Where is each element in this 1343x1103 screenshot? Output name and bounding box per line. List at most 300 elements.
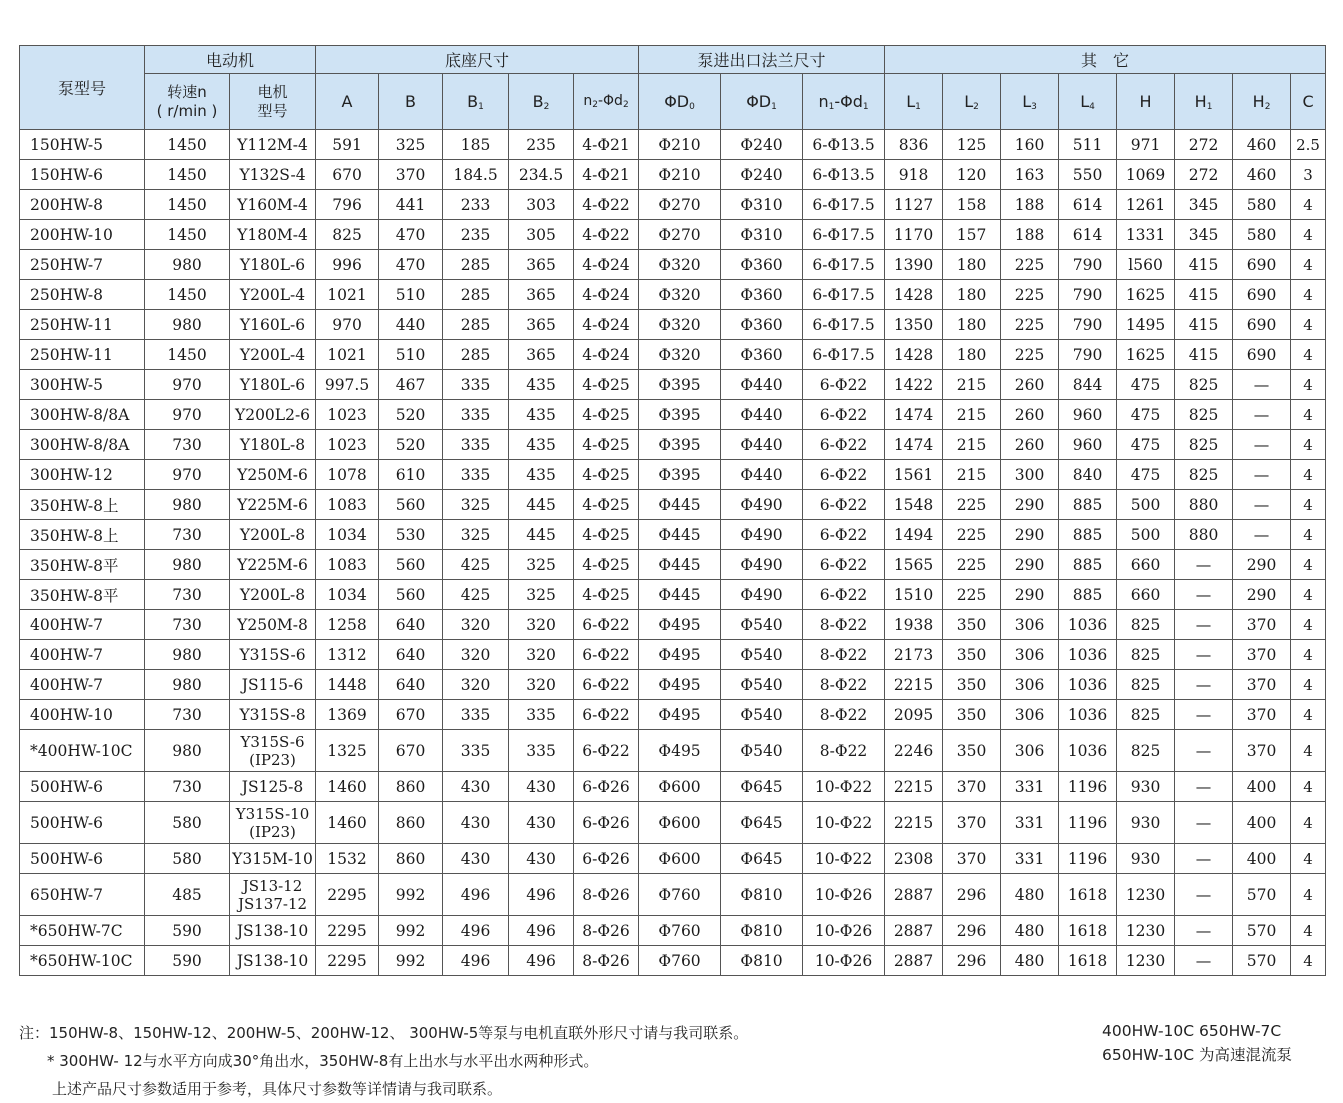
- cell-motor: JS138-10: [230, 946, 316, 976]
- header-D1: $\Phi D_1$: [721, 74, 803, 130]
- cell-c: 2.5: [1291, 130, 1326, 160]
- table-row: [20, 370, 1326, 400]
- cell-a: 670: [316, 160, 379, 190]
- cell-l1: 1561: [885, 460, 943, 490]
- cell-b1: 335: [443, 730, 509, 772]
- cell-b2: 365: [509, 310, 574, 340]
- cell-a: 1369: [316, 700, 379, 730]
- cell-l2: 350: [943, 670, 1001, 700]
- cell-l1: 1390: [885, 250, 943, 280]
- cell-motor-line-1: Y315S-6: [240, 732, 305, 751]
- cell-speed: 730: [145, 580, 230, 610]
- cell-speed: 980: [145, 250, 230, 280]
- cell-d0: Φ445: [639, 490, 721, 520]
- cell-model: 350HW-8上: [20, 520, 145, 550]
- cell-n1: 6-Φ17.5: [803, 250, 885, 280]
- cell-b1: 184.5: [443, 160, 509, 190]
- table-row: [20, 160, 1326, 190]
- cell-motor: Y200L-4: [230, 280, 316, 310]
- cell-d1: Φ240: [721, 160, 803, 190]
- cell-l3: 480: [1001, 946, 1059, 976]
- cell-h1: 415: [1175, 250, 1233, 280]
- cell-h2: 570: [1233, 874, 1291, 916]
- cell-l2: 215: [943, 460, 1001, 490]
- cell-b2: 496: [509, 916, 574, 946]
- table-row: [20, 280, 1326, 310]
- cell-l3: 480: [1001, 874, 1059, 916]
- cell-n1: 6-Φ13.5: [803, 160, 885, 190]
- cell-d1: Φ360: [721, 310, 803, 340]
- cell-model: 650HW-7: [20, 874, 145, 916]
- cell-c: 4: [1291, 220, 1326, 250]
- header-H: H: [1117, 74, 1175, 130]
- cell-d1: Φ810: [721, 946, 803, 976]
- cell-n2: 6-Φ26: [574, 844, 639, 874]
- cell-d0: Φ210: [639, 130, 721, 160]
- cell-h: 930: [1117, 802, 1175, 844]
- table-row: [20, 310, 1326, 340]
- cell-model: 300HW-8/8A: [20, 400, 145, 430]
- cell-speed: 1450: [145, 340, 230, 370]
- cell-l3: 290: [1001, 550, 1059, 580]
- cell-b: 860: [379, 844, 443, 874]
- cell-l2: 180: [943, 310, 1001, 340]
- cell-motor: Y160L-6: [230, 310, 316, 340]
- cell-b1: 496: [443, 946, 509, 976]
- header-L4: $L_4$: [1059, 74, 1117, 130]
- cell-speed: 1450: [145, 280, 230, 310]
- table-row: [20, 430, 1326, 460]
- cell-d0: Φ320: [639, 250, 721, 280]
- cell-c: 4: [1291, 190, 1326, 220]
- cell-d1: Φ540: [721, 610, 803, 640]
- cell-b2: 365: [509, 280, 574, 310]
- cell-b1: 425: [443, 580, 509, 610]
- cell-h: 475: [1117, 460, 1175, 490]
- cell-speed: 980: [145, 490, 230, 520]
- cell-n2: 4-Φ25: [574, 550, 639, 580]
- cell-n1: 8-Φ22: [803, 700, 885, 730]
- cell-c: 4: [1291, 700, 1326, 730]
- cell-b2: 445: [509, 490, 574, 520]
- cell-d1: Φ440: [721, 370, 803, 400]
- cell-motor: Y315S-6: [230, 640, 316, 670]
- cell-a: 1460: [316, 772, 379, 802]
- cell-n1: 8-Φ22: [803, 670, 885, 700]
- cell-d0: Φ445: [639, 520, 721, 550]
- cell-b2: 335: [509, 700, 574, 730]
- cell-b: 510: [379, 280, 443, 310]
- header-speed: 转速n ( r/min ): [145, 74, 230, 130]
- cell-l4: 844: [1059, 370, 1117, 400]
- cell-c: 4: [1291, 874, 1326, 916]
- cell-motor: Y132S-4: [230, 160, 316, 190]
- cell-h: 930: [1117, 844, 1175, 874]
- cell-n2: 4-Φ21: [574, 130, 639, 160]
- cell-l3: 306: [1001, 610, 1059, 640]
- cell-h2: 460: [1233, 130, 1291, 160]
- header-H2: $H_2$: [1233, 74, 1291, 130]
- cell-h1: 880: [1175, 520, 1233, 550]
- table-row: [20, 772, 1326, 802]
- cell-speed: 730: [145, 610, 230, 640]
- cell-d0: Φ270: [639, 190, 721, 220]
- cell-l1: 1565: [885, 550, 943, 580]
- cell-l2: 215: [943, 370, 1001, 400]
- cell-l4: 1196: [1059, 844, 1117, 874]
- cell-l1: 2095: [885, 700, 943, 730]
- cell-l1: 1422: [885, 370, 943, 400]
- cell-b1: 425: [443, 550, 509, 580]
- cell-l4: 790: [1059, 310, 1117, 340]
- cell-n2: 4-Φ24: [574, 280, 639, 310]
- cell-h: 971: [1117, 130, 1175, 160]
- table-row: [20, 916, 1326, 946]
- cell-l1: 2173: [885, 640, 943, 670]
- cell-b2: 335: [509, 730, 574, 772]
- cell-a: 1034: [316, 580, 379, 610]
- cell-b: 640: [379, 610, 443, 640]
- header-H1: $H_1$: [1175, 74, 1233, 130]
- cell-c: 4: [1291, 772, 1326, 802]
- cell-h1: 825: [1175, 460, 1233, 490]
- cell-b: 992: [379, 874, 443, 916]
- cell-n1: 8-Φ22: [803, 730, 885, 772]
- cell-model: 350HW-8平: [20, 550, 145, 580]
- cell-h2: —: [1233, 370, 1291, 400]
- cell-l4: 840: [1059, 460, 1117, 490]
- cell-l2: 225: [943, 520, 1001, 550]
- cell-motor-line-2: JS137-12: [237, 894, 308, 913]
- cell-n2: 8-Φ26: [574, 946, 639, 976]
- table-row: [20, 130, 1326, 160]
- cell-l3: 331: [1001, 802, 1059, 844]
- cell-l2: 157: [943, 220, 1001, 250]
- cell-motor: Y200L-8: [230, 580, 316, 610]
- cell-h2: 690: [1233, 250, 1291, 280]
- cell-model: 500HW-6: [20, 844, 145, 874]
- cell-l4: 790: [1059, 340, 1117, 370]
- cell-n2: 4-Φ24: [574, 310, 639, 340]
- cell-n2: 6-Φ22: [574, 670, 639, 700]
- cell-d0: Φ495: [639, 700, 721, 730]
- cell-motor-line-1: JS13-12: [242, 876, 303, 895]
- cell-b: 440: [379, 310, 443, 340]
- cell-motor: Y200L-4: [230, 340, 316, 370]
- cell-model: 250HW-11: [20, 340, 145, 370]
- cell-l1: 2308: [885, 844, 943, 874]
- cell-b: 860: [379, 802, 443, 844]
- cell-h2: 370: [1233, 640, 1291, 670]
- cell-l3: 306: [1001, 730, 1059, 772]
- cell-a: 1034: [316, 520, 379, 550]
- cell-model: 200HW-8: [20, 190, 145, 220]
- cell-c: 4: [1291, 430, 1326, 460]
- cell-l3: 163: [1001, 160, 1059, 190]
- cell-h: 825: [1117, 700, 1175, 730]
- cell-motor-line-1: Y315S-10: [235, 804, 310, 823]
- cell-model: 350HW-8上: [20, 490, 145, 520]
- cell-l2: 215: [943, 430, 1001, 460]
- cell-h2: 400: [1233, 802, 1291, 844]
- header-n2-d2: $n_2-\Phi d_2$: [574, 74, 639, 130]
- cell-c: 4: [1291, 340, 1326, 370]
- cell-speed: 980: [145, 730, 230, 772]
- cell-l3: 260: [1001, 400, 1059, 430]
- cell-n2: 4-Φ25: [574, 400, 639, 430]
- cell-l2: 120: [943, 160, 1001, 190]
- cell-l3: 188: [1001, 220, 1059, 250]
- cell-h1: —: [1175, 844, 1233, 874]
- cell-h: 1331: [1117, 220, 1175, 250]
- cell-l3: 480: [1001, 916, 1059, 946]
- cell-d1: Φ360: [721, 250, 803, 280]
- cell-h1: 825: [1175, 400, 1233, 430]
- cell-l2: 296: [943, 946, 1001, 976]
- cell-c: 4: [1291, 946, 1326, 976]
- cell-b: 640: [379, 670, 443, 700]
- cell-b1: 320: [443, 670, 509, 700]
- cell-l3: 260: [1001, 370, 1059, 400]
- cell-n1: 6-Φ22: [803, 580, 885, 610]
- cell-b1: 430: [443, 772, 509, 802]
- cell-c: 4: [1291, 280, 1326, 310]
- cell-a: 1021: [316, 340, 379, 370]
- cell-h2: 690: [1233, 310, 1291, 340]
- cell-l4: 1618: [1059, 916, 1117, 946]
- cell-n2: 6-Φ22: [574, 610, 639, 640]
- cell-b2: 435: [509, 460, 574, 490]
- cell-l4: 885: [1059, 520, 1117, 550]
- cell-c: 4: [1291, 460, 1326, 490]
- cell-speed: 1450: [145, 220, 230, 250]
- cell-model: 400HW-7: [20, 610, 145, 640]
- cell-d0: Φ760: [639, 874, 721, 916]
- cell-h: 500: [1117, 490, 1175, 520]
- cell-h: 825: [1117, 610, 1175, 640]
- cell-n2: 4-Φ24: [574, 340, 639, 370]
- cell-n2: 6-Φ22: [574, 730, 639, 772]
- cell-l1: 1127: [885, 190, 943, 220]
- cell-c: 4: [1291, 310, 1326, 340]
- cell-l2: 125: [943, 130, 1001, 160]
- cell-h1: 272: [1175, 130, 1233, 160]
- cell-l2: 350: [943, 730, 1001, 772]
- cell-h: 475: [1117, 430, 1175, 460]
- cell-speed: 1450: [145, 130, 230, 160]
- cell-l3: 290: [1001, 490, 1059, 520]
- cell-d0: Φ210: [639, 160, 721, 190]
- cell-d1: Φ540: [721, 700, 803, 730]
- cell-d1: Φ490: [721, 520, 803, 550]
- cell-speed: 970: [145, 460, 230, 490]
- header-pump-model: 泵型号: [20, 46, 145, 130]
- cell-b: 860: [379, 772, 443, 802]
- cell-motor: [230, 874, 316, 916]
- cell-b2: 496: [509, 946, 574, 976]
- cell-h: 660: [1117, 580, 1175, 610]
- cell-speed: 980: [145, 640, 230, 670]
- cell-b1: 335: [443, 430, 509, 460]
- cell-h: 825: [1117, 670, 1175, 700]
- cell-l3: 331: [1001, 844, 1059, 874]
- cell-l1: 2246: [885, 730, 943, 772]
- cell-n1: 10-Φ22: [803, 802, 885, 844]
- cell-b2: 365: [509, 250, 574, 280]
- cell-model: 300HW-12: [20, 460, 145, 490]
- cell-l4: 790: [1059, 280, 1117, 310]
- cell-h1: 345: [1175, 190, 1233, 220]
- header-L1: $L_1$: [885, 74, 943, 130]
- cell-l4: 1036: [1059, 640, 1117, 670]
- cell-speed: 580: [145, 844, 230, 874]
- cell-b: 670: [379, 700, 443, 730]
- cell-h: 500: [1117, 520, 1175, 550]
- cell-b1: 285: [443, 250, 509, 280]
- cell-d1: Φ360: [721, 280, 803, 310]
- cell-h2: 570: [1233, 916, 1291, 946]
- cell-n2: 4-Φ25: [574, 520, 639, 550]
- cell-d1: Φ645: [721, 772, 803, 802]
- cell-a: 1023: [316, 430, 379, 460]
- cell-b: 560: [379, 550, 443, 580]
- cell-b2: 305: [509, 220, 574, 250]
- cell-h1: 415: [1175, 280, 1233, 310]
- cell-l1: 2215: [885, 802, 943, 844]
- cell-b1: 285: [443, 340, 509, 370]
- cell-model: 150HW-6: [20, 160, 145, 190]
- cell-a: 796: [316, 190, 379, 220]
- cell-d1: Φ310: [721, 190, 803, 220]
- cell-l3: 306: [1001, 670, 1059, 700]
- cell-l2: 215: [943, 400, 1001, 430]
- cell-model: 400HW-10: [20, 700, 145, 730]
- cell-model: 500HW-6: [20, 772, 145, 802]
- cell-l1: 918: [885, 160, 943, 190]
- cell-n2: 4-Φ22: [574, 190, 639, 220]
- cell-b1: 325: [443, 520, 509, 550]
- cell-b: 640: [379, 640, 443, 670]
- cell-b2: 435: [509, 430, 574, 460]
- cell-b: 610: [379, 460, 443, 490]
- cell-l4: 885: [1059, 550, 1117, 580]
- table-row: [20, 874, 1326, 916]
- cell-h2: 370: [1233, 700, 1291, 730]
- cell-h2: 400: [1233, 844, 1291, 874]
- cell-l2: 180: [943, 250, 1001, 280]
- cell-c: 4: [1291, 250, 1326, 280]
- cell-l4: 511: [1059, 130, 1117, 160]
- cell-motor: Y225M-6: [230, 550, 316, 580]
- cell-b1: 320: [443, 640, 509, 670]
- cell-l2: 296: [943, 874, 1001, 916]
- cell-l1: 1170: [885, 220, 943, 250]
- cell-h: 475: [1117, 370, 1175, 400]
- cell-d0: Φ320: [639, 310, 721, 340]
- cell-a: 2295: [316, 874, 379, 916]
- cell-l2: 296: [943, 916, 1001, 946]
- cell-h2: 690: [1233, 280, 1291, 310]
- cell-d0: Φ495: [639, 640, 721, 670]
- cell-l4: 614: [1059, 190, 1117, 220]
- cell-h1: —: [1175, 730, 1233, 772]
- cell-b1: 285: [443, 310, 509, 340]
- cell-h: l560: [1117, 250, 1175, 280]
- cell-model: 300HW-5: [20, 370, 145, 400]
- footnote-line-2: * 300HW- 12与水平方向成30°角出水，350HW-8有上出水与水平出水两种形式。: [47, 1052, 599, 1070]
- cell-a: 996: [316, 250, 379, 280]
- cell-h2: —: [1233, 460, 1291, 490]
- cell-l3: 290: [1001, 520, 1059, 550]
- cell-b1: 335: [443, 370, 509, 400]
- cell-b: 470: [379, 220, 443, 250]
- cell-n1: 6-Φ17.5: [803, 220, 885, 250]
- cell-a: 1023: [316, 400, 379, 430]
- cell-speed: 1450: [145, 190, 230, 220]
- cell-l1: 2215: [885, 772, 943, 802]
- cell-b2: 235: [509, 130, 574, 160]
- cell-d1: Φ360: [721, 340, 803, 370]
- cell-h1: —: [1175, 670, 1233, 700]
- cell-l1: 1548: [885, 490, 943, 520]
- cell-n2: 4-Φ24: [574, 250, 639, 280]
- cell-n1: 6-Φ22: [803, 400, 885, 430]
- cell-h: 1230: [1117, 874, 1175, 916]
- cell-d1: Φ490: [721, 490, 803, 520]
- cell-speed: 970: [145, 370, 230, 400]
- header-base-group: 底座尺寸: [316, 46, 639, 74]
- cell-d1: Φ810: [721, 916, 803, 946]
- cell-motor: Y180L-8: [230, 430, 316, 460]
- cell-l4: 1036: [1059, 730, 1117, 772]
- cell-a: 1078: [316, 460, 379, 490]
- cell-h2: 370: [1233, 670, 1291, 700]
- cell-h1: —: [1175, 610, 1233, 640]
- cell-b1: 325: [443, 490, 509, 520]
- cell-d0: Φ320: [639, 280, 721, 310]
- cell-b: 992: [379, 916, 443, 946]
- cell-l3: 188: [1001, 190, 1059, 220]
- cell-n1: 6-Φ22: [803, 430, 885, 460]
- footnote-line-1: 注：150HW-8、150HW-12、200HW-5、200HW-12、 300HW-5等泵与电机直联外形尺寸请与我司联系。: [19, 1024, 749, 1042]
- cell-l4: 790: [1059, 250, 1117, 280]
- header-L2: $L_2$: [943, 74, 1001, 130]
- cell-a: 2295: [316, 946, 379, 976]
- cell-l1: 1938: [885, 610, 943, 640]
- cell-motor: JS125-8: [230, 772, 316, 802]
- cell-b2: 320: [509, 670, 574, 700]
- cell-l2: 225: [943, 490, 1001, 520]
- cell-b2: 430: [509, 844, 574, 874]
- cell-n2: 4-Φ25: [574, 490, 639, 520]
- cell-model: 350HW-8平: [20, 580, 145, 610]
- header-B1: $B_1$: [443, 74, 509, 130]
- cell-d0: Φ320: [639, 340, 721, 370]
- cell-b: 520: [379, 400, 443, 430]
- cell-a: 1258: [316, 610, 379, 640]
- cell-speed: 590: [145, 946, 230, 976]
- cell-l4: 1618: [1059, 874, 1117, 916]
- cell-b: 370: [379, 160, 443, 190]
- cell-b: 441: [379, 190, 443, 220]
- header-C: C: [1291, 74, 1326, 130]
- cell-d0: Φ445: [639, 550, 721, 580]
- cell-h1: —: [1175, 874, 1233, 916]
- header-motor-model: 电机 型号: [230, 74, 316, 130]
- cell-l1: 2887: [885, 874, 943, 916]
- cell-speed: 730: [145, 430, 230, 460]
- cell-b1: 185: [443, 130, 509, 160]
